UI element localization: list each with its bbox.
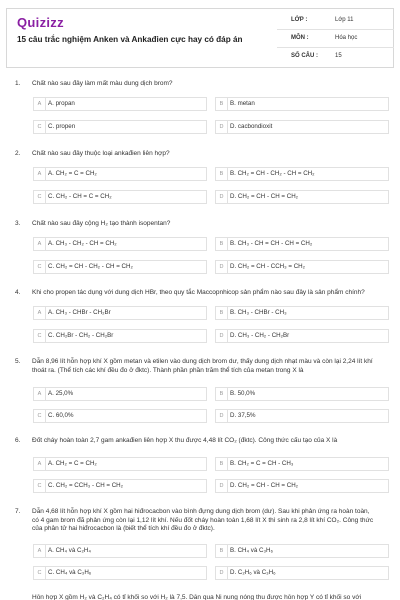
option-text: A. CH₂ = C = CH₂ [48,460,97,467]
meta-row-class [277,11,394,30]
option-text: D. cacbondioxit [230,123,273,130]
option-text: B. CH₃ - CH = CH - CH = CH₂ [230,240,313,247]
option-text: B. metan [230,100,255,107]
option-text: A. CH₃ - CHBr - CH₂Br [48,309,111,316]
option-text: A. CH₂ = C = CH₂ [48,170,97,177]
question-number: 6. [15,437,21,444]
meta-value: 15 [335,53,342,59]
option-d[interactable] [215,479,389,493]
option-text: D. 37,5% [230,412,256,419]
option-a[interactable] [33,237,207,251]
meta-value: Lớp 11 [335,17,354,23]
option-d[interactable] [215,190,389,204]
option-letter: B [216,388,228,400]
quizizz-logo: Quizizz [17,15,64,30]
meta-key: MÔN : [291,35,309,41]
option-letter: D [216,480,228,492]
question-text: Chất nào sau đây làm mất màu dung dịch brom? [32,80,173,87]
option-letter: B [216,168,228,180]
option-letter: C [34,410,46,422]
option-text: A. CH₄ và C₂H₄ [48,547,91,554]
option-letter: B [216,545,228,557]
option-b[interactable] [215,97,389,111]
option-c[interactable] [33,120,207,134]
option-d[interactable] [215,329,389,343]
option-letter: D [216,567,228,579]
option-letter: D [216,330,228,342]
option-text: D. CH₂ = CH - CH = CH₂ [230,193,299,200]
question-number: 1. [15,80,21,87]
option-letter: D [216,191,228,203]
option-letter: C [34,261,46,273]
option-text: D. CH₂ = CH - CH = CH₂ [230,482,299,489]
question-number: 7. [15,508,21,515]
question-text: Khi cho propen tác dụng với dung dịch HBr, theo quy tắc Maccopnhicop sản phẩm nào sau đây là sản phẩm chính? [32,289,365,296]
option-letter: D [216,121,228,133]
option-b[interactable] [215,306,389,320]
option-letter: C [34,330,46,342]
meta-panel [277,9,394,67]
option-text: B. CH₃ - CHBr - CH₃ [230,309,287,316]
worksheet-header [6,8,394,68]
option-letter: A [34,458,46,470]
option-text: C. propen [48,123,76,130]
option-letter: B [216,307,228,319]
option-text: D. CH₂ = CH - CCH₃ = CH₂ [230,263,306,270]
option-text: D. CH₃ - CH₂ - CH₂Br [230,332,290,339]
option-d[interactable] [215,120,389,134]
option-text: C. CH₂ = CCH₃ - CH = CH₂ [48,482,124,489]
question-number: 2. [15,150,21,157]
option-c[interactable] [33,566,207,580]
meta-row-subject [277,29,394,48]
option-letter: C [34,567,46,579]
option-b[interactable] [215,387,389,401]
option-text: B. CH₂ = C = CH - CH₃ [230,460,294,467]
option-letter: A [34,168,46,180]
option-letter: B [216,238,228,250]
option-text: A. propan [48,100,75,107]
question-number: 3. [15,220,21,227]
option-a[interactable] [33,457,207,471]
option-a[interactable] [33,544,207,558]
option-letter: D [216,410,228,422]
option-letter: A [34,388,46,400]
option-text: B. CH₂ = CH - CH₂ - CH = CH₂ [230,170,315,177]
option-b[interactable] [215,237,389,251]
option-letter: C [34,480,46,492]
option-text: C. CH₂ - CH = C = CH₂ [48,193,112,200]
meta-value: Hóa học [335,35,358,41]
option-letter: A [34,545,46,557]
option-text: C. CH₂Br - CH₂ - CH₂Br [48,332,114,339]
worksheet-title: 15 câu trắc nghiệm Anken và Ankađien cực hay có đáp án [17,35,243,44]
question-text: Dẫn 4,68 lít hỗn hợp khí X gồm hai hiđrocacbon vào bình đựng dung dịch brom (dư). Sau khi phản ứng ra hoàn toàn, có 4 gam brom đã phản ứng còn lại 1,12 lít khí. Nếu đốt cháy hoàn toàn 1,68 lít X thì sinh ra 2,8 lít khí CO₂. Công thức của phân tử hai hiđrocacbon là (biết thể tích khí đều đo ở đktc). [32,508,374,532]
option-a[interactable] [33,387,207,401]
option-text: B. 50,0% [230,390,256,397]
question-number: 4. [15,289,21,296]
option-b[interactable] [215,457,389,471]
option-d[interactable] [215,260,389,274]
option-text: C. CH₄ và C₃H₆ [48,569,92,576]
option-b[interactable] [215,544,389,558]
option-text: A. CH₃ - CH₂ - CH = CH₂ [48,240,117,247]
question-text: Hỗn hợp X gồm H₂ và C₂H₄ có tỉ khối so với H₂ là 7,5. Dẫn qua Ni nung nóng thu được hỗn hợp Y có tỉ khối so với [32,594,362,600]
option-a[interactable] [33,306,207,320]
question-text: Chất nào sau đây cộng H₂ tạo thành isopentan? [32,220,171,227]
meta-key: LỚP : [291,17,308,23]
meta-key: SỐ CÂU : [291,53,318,59]
meta-row-count [277,47,394,65]
option-a[interactable] [33,97,207,111]
question-number: 5. [15,358,21,365]
option-letter: A [34,307,46,319]
option-text: A. 25,0% [48,390,74,397]
option-letter: A [34,98,46,110]
option-text: C. CH₂ = CH - CH₂ - CH = CH₂ [48,263,133,270]
question-text: Chất nào sau đây thuộc loại ankađien liên hợp? [32,150,170,157]
option-a[interactable] [33,167,207,181]
option-text: D. C₂H₆ và C₃H₆ [230,569,276,576]
option-text: B. CH₄ và C₃H₆ [230,547,273,554]
option-letter: B [216,98,228,110]
option-letter: D [216,261,228,273]
option-b[interactable] [215,167,389,181]
option-c[interactable] [33,260,207,274]
option-c[interactable] [33,479,207,493]
question-text: Dẫn 8,96 lít hỗn hợp khí X gồm metan và etilen vào dung dịch brom dư, thấy dung dịch nhạt màu và còn lại 2,24 lít khí thoát ra. (Thể tích các khí đều đo ở đktc). Thành phần phần trăm thể tích của metan trong X là [32,358,373,374]
option-text: C. 60,0% [48,412,74,419]
option-c[interactable] [33,409,207,423]
option-c[interactable] [33,190,207,204]
option-d[interactable] [215,566,389,580]
option-letter: C [34,121,46,133]
option-c[interactable] [33,329,207,343]
option-letter: C [34,191,46,203]
question-text: Đốt cháy hoàn toàn 2,7 gam ankađien liên hợp X thu được 4,48 lít CO₂ (đktc). Công thức cấu tạo của X là [32,437,338,444]
option-letter: B [216,458,228,470]
option-letter: A [34,238,46,250]
option-d[interactable] [215,409,389,423]
